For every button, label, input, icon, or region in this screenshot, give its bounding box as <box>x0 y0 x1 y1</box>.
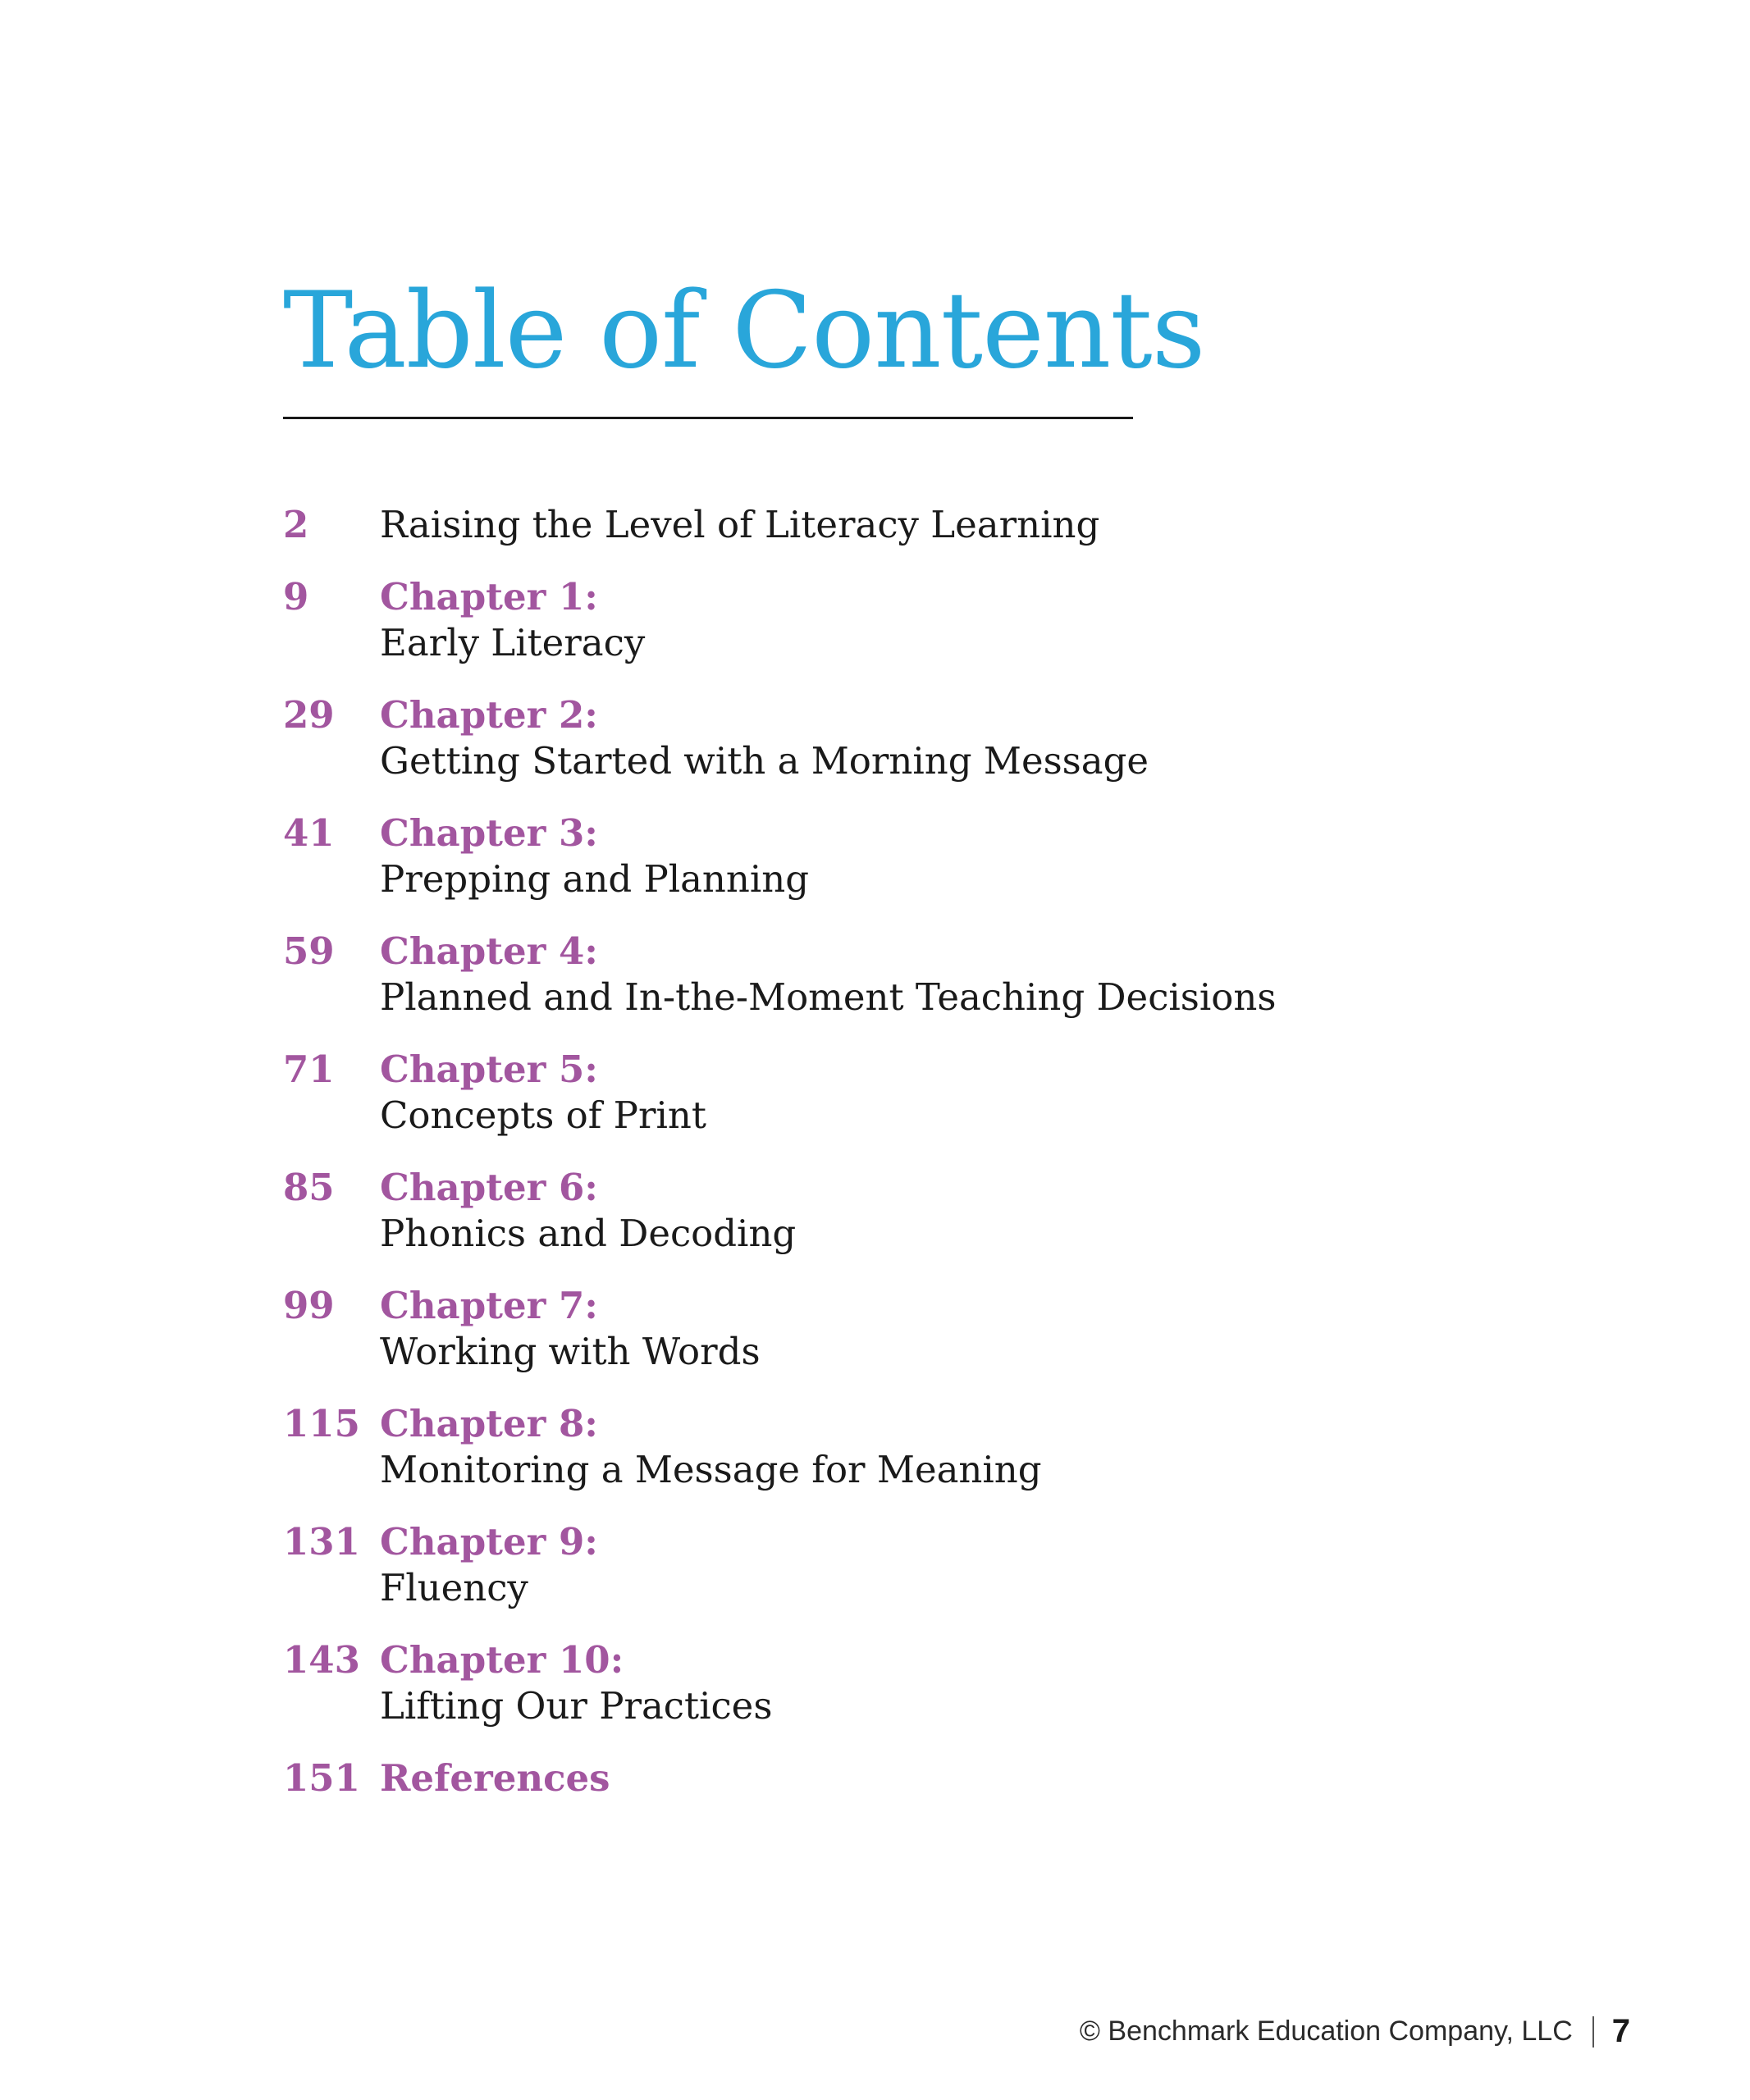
copyright-notice: © Benchmark Education Company, LLC <box>1079 2016 1573 2047</box>
toc-page-number: 29 <box>283 693 335 737</box>
toc-entry-title: Raising the Level of Literacy Learning <box>380 503 1100 546</box>
toc-entry-chapter-6 <box>283 1165 1514 1257</box>
page-footer <box>1080 2013 1630 2050</box>
toc-page-number: 99 <box>283 1284 335 1327</box>
toc-page-number: 41 <box>283 811 335 855</box>
toc-page-number: 59 <box>283 929 335 973</box>
toc-chapter-label: Chapter 2: <box>380 693 598 737</box>
toc-entry-title: Working with Words <box>380 1330 761 1373</box>
toc-chapter-label: Chapter 1: <box>380 575 598 619</box>
toc-entry-references <box>283 1755 1514 1801</box>
toc-chapter-label: Chapter 8: <box>380 1402 598 1445</box>
title-underline <box>283 417 1133 419</box>
toc-page-number: 115 <box>283 1402 360 1445</box>
toc-chapter-label: Chapter 7: <box>380 1284 598 1327</box>
toc-entry-chapter-9 <box>283 1519 1514 1611</box>
toc-entry-title: Concepts of Print <box>380 1093 706 1137</box>
toc-references-label: References <box>380 1756 610 1800</box>
page-number: 7 <box>1611 2013 1630 2049</box>
toc-entry-title: Early Literacy <box>380 621 646 664</box>
toc-entry-title: Prepping and Planning <box>380 857 810 901</box>
toc-entry-title: Lifting Our Practices <box>380 1684 773 1728</box>
toc-chapter-label: Chapter 6: <box>380 1166 598 1209</box>
toc-page-number: 151 <box>283 1756 360 1800</box>
toc-chapter-label: Chapter 5: <box>380 1048 598 1091</box>
toc-page-number: 9 <box>283 575 309 619</box>
toc-page-number: 131 <box>283 1520 360 1564</box>
toc-entry-title: Planned and In-the-Moment Teaching Decisions <box>380 975 1277 1019</box>
toc-entry-chapter-2 <box>283 692 1514 784</box>
toc-page-number: 85 <box>283 1166 335 1209</box>
toc-entry-chapter-4 <box>283 929 1514 1020</box>
toc-chapter-label: Chapter 9: <box>380 1520 598 1564</box>
toc-chapter-label: Chapter 4: <box>380 929 598 973</box>
toc-entry-chapter-10 <box>283 1637 1514 1729</box>
toc-entry-chapter-5 <box>283 1047 1514 1139</box>
toc-entry-chapter-3 <box>283 810 1514 902</box>
toc-chapter-label: Chapter 10: <box>380 1638 624 1682</box>
toc-entry-title: Fluency <box>380 1566 528 1609</box>
toc-entry-title: Phonics and Decoding <box>380 1212 797 1255</box>
toc-entry-title: Monitoring a Message for Meaning <box>380 1448 1042 1491</box>
toc-entry-chapter-8 <box>283 1401 1514 1493</box>
toc-page-number: 2 <box>283 503 309 546</box>
toc-chapter-label: Chapter 3: <box>380 811 598 855</box>
toc-page-number: 71 <box>283 1048 335 1091</box>
toc-entry-chapter-1 <box>283 574 1514 666</box>
footer-divider <box>1592 2016 1594 2048</box>
toc-page-number: 143 <box>283 1638 360 1682</box>
page-title: Table of Contents <box>283 270 1205 392</box>
toc-entry-title: Getting Started with a Morning Message <box>380 739 1149 783</box>
toc-entry-chapter-7 <box>283 1283 1514 1375</box>
toc-entry-intro <box>283 502 1514 548</box>
table-of-contents <box>283 502 1514 1828</box>
